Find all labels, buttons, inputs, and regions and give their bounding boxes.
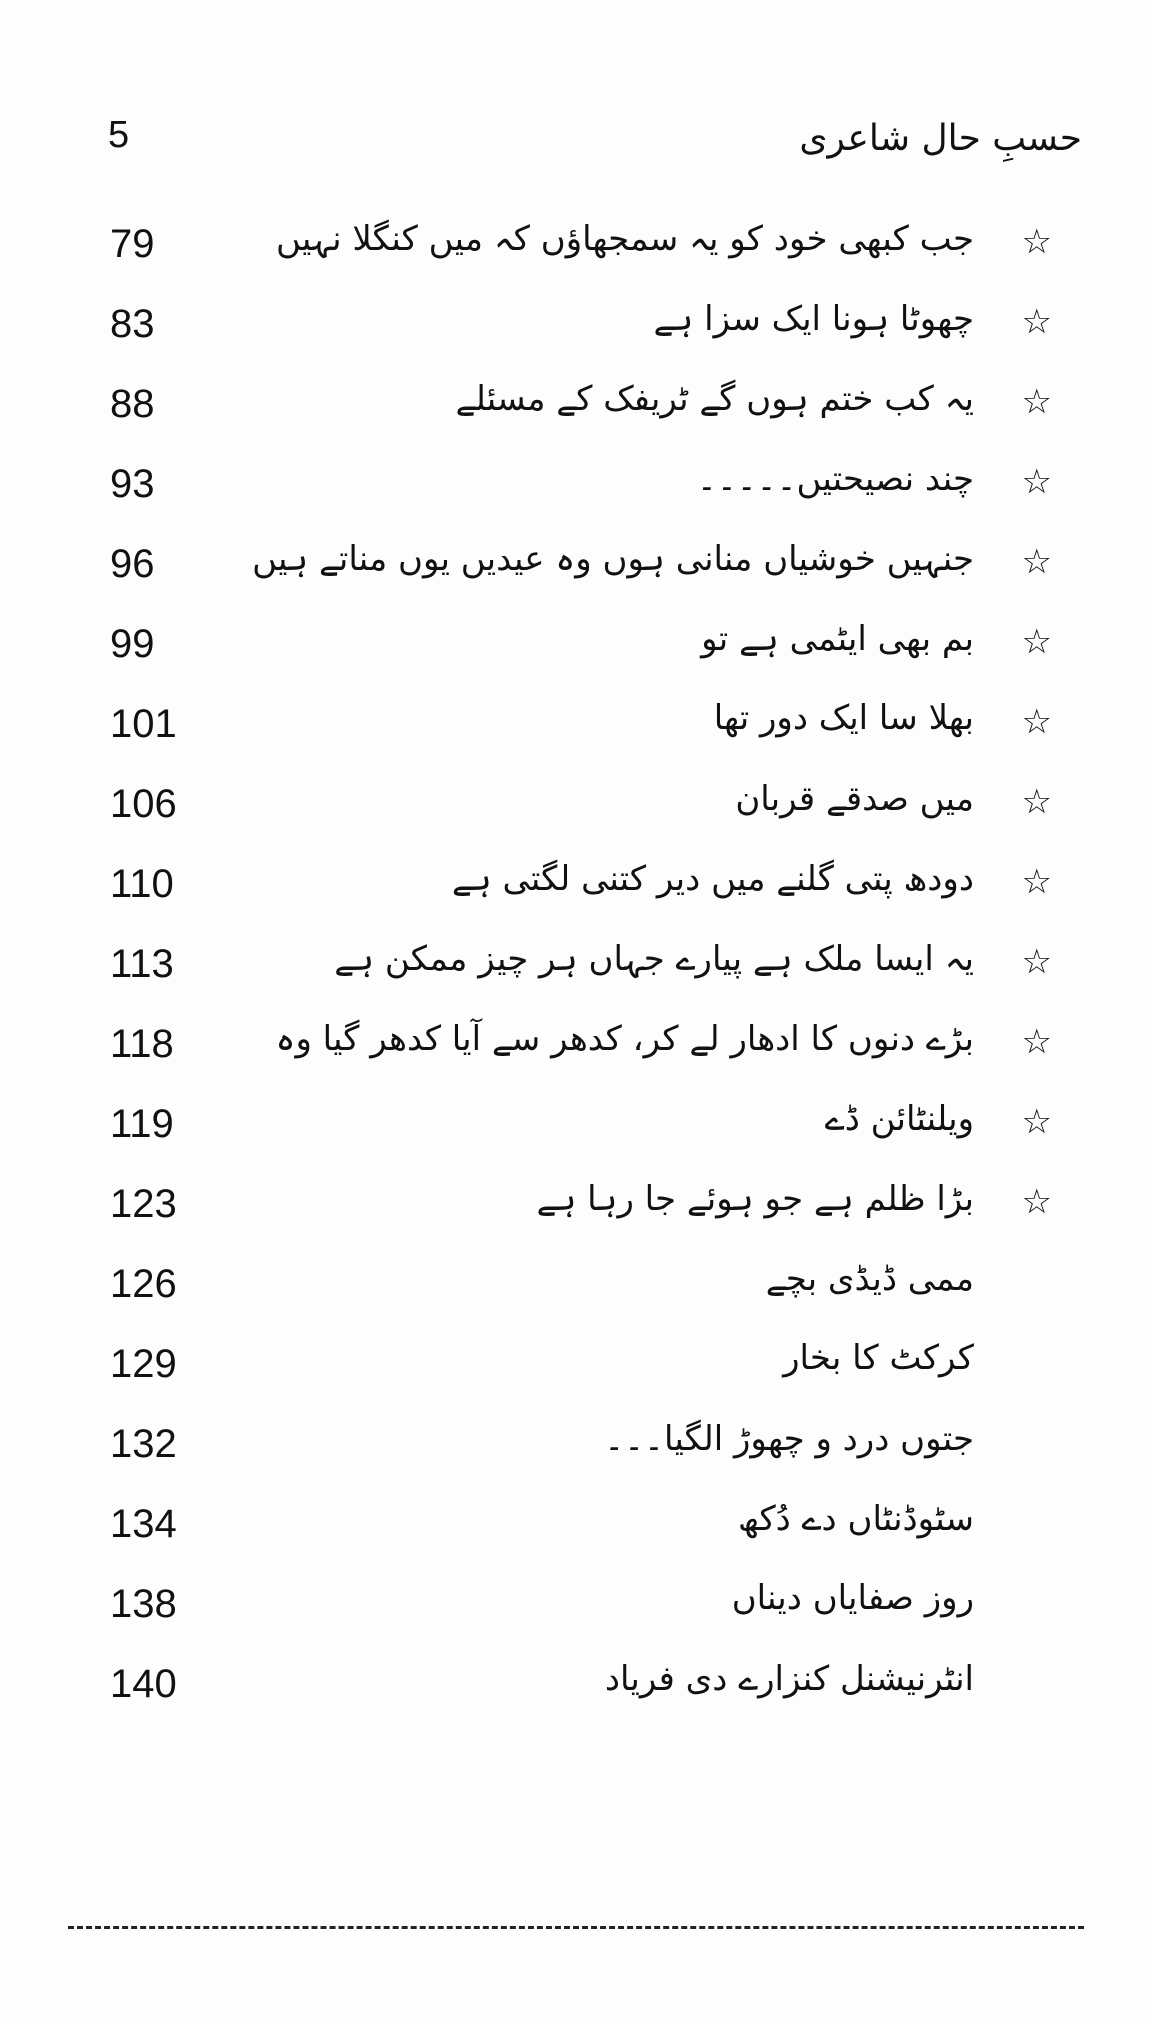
toc-page-number: 134 bbox=[110, 1502, 177, 1546]
toc-page-number: 132 bbox=[110, 1422, 177, 1466]
toc-row bbox=[0, 608, 1152, 688]
star-icon: ☆ bbox=[1021, 622, 1052, 662]
toc-page-number: 126 bbox=[110, 1262, 177, 1306]
toc-row bbox=[0, 768, 1152, 848]
toc-row bbox=[0, 1168, 1152, 1248]
toc-page-number: 88 bbox=[110, 382, 155, 426]
toc-row bbox=[0, 848, 1152, 928]
toc-row bbox=[0, 1488, 1152, 1568]
toc-entry-title: ممی ڈیڈی بچے bbox=[765, 1259, 974, 1299]
toc-page-number: 140 bbox=[110, 1662, 177, 1706]
toc-row bbox=[0, 528, 1152, 608]
star-icon: ☆ bbox=[1021, 1102, 1052, 1142]
toc-page-number: 96 bbox=[110, 542, 155, 586]
toc-page-number: 101 bbox=[110, 702, 177, 746]
toc-entry-title: انٹرنیشنل کنزارے دی فریاد bbox=[604, 1659, 974, 1699]
star-icon: ☆ bbox=[1021, 782, 1052, 822]
toc-page-number: 93 bbox=[110, 462, 155, 506]
star-icon: ☆ bbox=[1021, 862, 1052, 902]
toc-row bbox=[0, 1328, 1152, 1408]
toc-row bbox=[0, 1568, 1152, 1648]
toc-entry-title: یہ ایسا ملک ہے پیارے جہاں ہر چیز ممکن ہے bbox=[334, 939, 974, 979]
toc-entry-title: جنہیں خوشیاں منانی ہوں وہ عیدیں یوں مناتے ہیں bbox=[252, 539, 974, 579]
toc-entry-title: روز صفایاں دیناں bbox=[731, 1578, 974, 1618]
footer-divider bbox=[68, 1926, 1084, 1929]
toc-entry-title: ویلنٹائن ڈے bbox=[824, 1099, 974, 1139]
toc-row bbox=[0, 1648, 1152, 1728]
running-header-title: حسبِ حال شاعری bbox=[799, 118, 1082, 159]
toc-row bbox=[0, 688, 1152, 768]
toc-page-number: 123 bbox=[110, 1182, 177, 1226]
star-icon: ☆ bbox=[1021, 942, 1052, 982]
star-icon: ☆ bbox=[1021, 382, 1052, 422]
toc-row bbox=[0, 288, 1152, 368]
toc-entry-title: چند نصیحتیں۔۔۔۔۔ bbox=[696, 459, 974, 499]
toc-row bbox=[0, 1088, 1152, 1168]
toc-entry-title: کرکٹ کا بخار bbox=[783, 1338, 974, 1378]
toc-row bbox=[0, 928, 1152, 1008]
star-icon: ☆ bbox=[1021, 542, 1052, 582]
star-icon: ☆ bbox=[1021, 1182, 1052, 1222]
toc-page-number: 113 bbox=[110, 942, 174, 986]
toc-row bbox=[0, 208, 1152, 288]
toc-page-number: 83 bbox=[110, 302, 155, 346]
toc-entry-title: یہ کب ختم ہوں گے ٹریفک کے مسئلے bbox=[455, 379, 974, 419]
toc-row bbox=[0, 1248, 1152, 1328]
toc-row bbox=[0, 1408, 1152, 1488]
toc-entry-title: بڑے دنوں کا ادھار لے کر، کدھر سے آیا کدھر گیا وہ bbox=[275, 1019, 974, 1059]
toc-entry-title: سٹوڈنٹاں دے دُکھ bbox=[738, 1499, 974, 1539]
toc-entry-title: چھوٹا ہونا ایک سزا ہے bbox=[653, 299, 974, 339]
toc-page-number: 138 bbox=[110, 1582, 177, 1626]
star-icon: ☆ bbox=[1021, 222, 1052, 262]
toc-page-number: 79 bbox=[110, 222, 155, 266]
toc-page-number: 129 bbox=[110, 1342, 177, 1386]
star-icon: ☆ bbox=[1021, 302, 1052, 342]
toc-page-number: 118 bbox=[110, 1022, 174, 1066]
toc-page-number: 119 bbox=[110, 1102, 174, 1146]
toc-entry-title: بم بھی ایٹمی ہے تو bbox=[701, 619, 974, 659]
star-icon: ☆ bbox=[1021, 1022, 1052, 1062]
star-icon: ☆ bbox=[1021, 462, 1052, 502]
toc-entry-title: بھلا سا ایک دور تھا bbox=[713, 698, 974, 738]
toc-row bbox=[0, 368, 1152, 448]
toc-entry-title: میں صدقے قربان bbox=[735, 779, 974, 819]
toc-entry-title: دودھ پتی گلنے میں دیر کتنی لگتی ہے bbox=[451, 859, 974, 899]
toc-page-number: 110 bbox=[110, 862, 174, 906]
toc-row bbox=[0, 448, 1152, 528]
toc-entry-title: بڑا ظلم ہے جو ہوئے جا رہا ہے bbox=[536, 1179, 974, 1219]
toc-page-number: 106 bbox=[110, 782, 177, 826]
page-number: 5 bbox=[108, 114, 130, 156]
table-of-contents bbox=[0, 208, 1152, 1728]
toc-entry-title: جب کبھی خود کو یہ سمجھاؤں کہ میں کنگلا نہیں bbox=[276, 219, 974, 259]
toc-page-number: 99 bbox=[110, 622, 155, 666]
toc-row bbox=[0, 1008, 1152, 1088]
star-icon: ☆ bbox=[1021, 702, 1052, 742]
toc-entry-title: جتوں درد و چھوڑ الگیا۔۔۔ bbox=[604, 1419, 974, 1459]
